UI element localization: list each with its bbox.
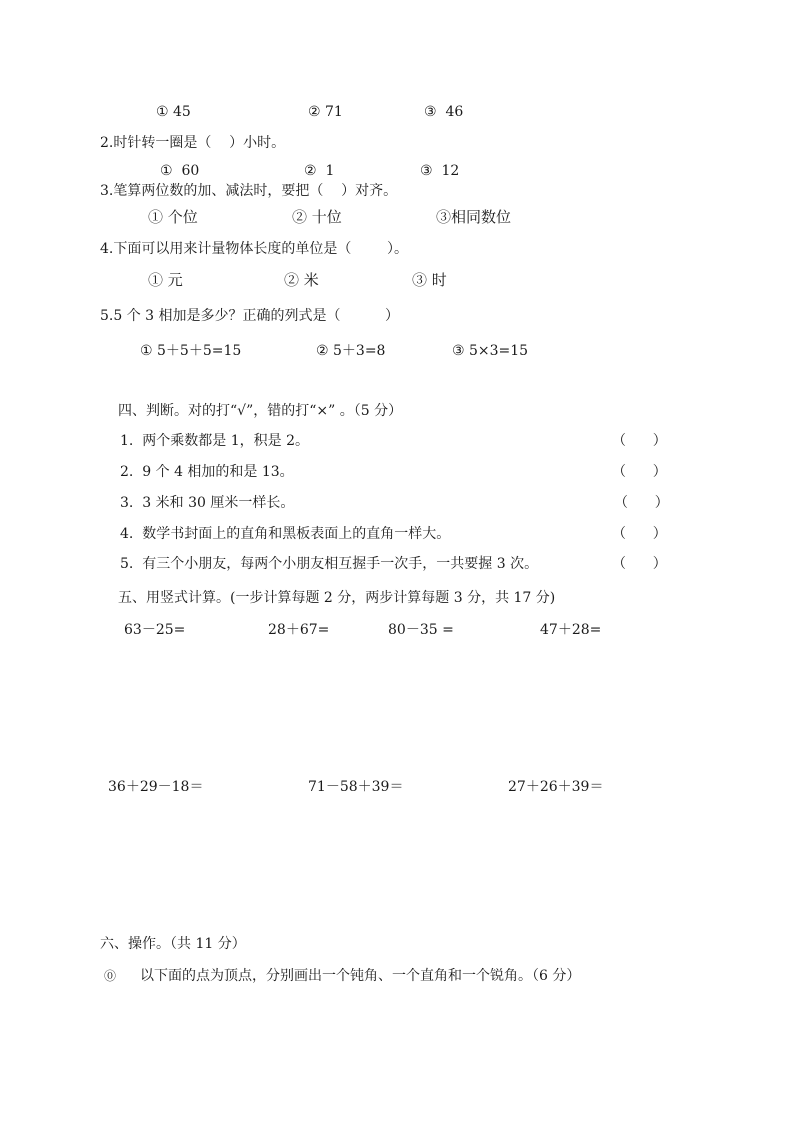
q2-option-1: ① 60 (160, 163, 200, 179)
calc-expr-3: 80－35 = (388, 622, 454, 638)
section6-item-1: 以下面的点为顶点，分别画出一个钝角、一个直角和一个锐角。（6 分） (140, 968, 581, 984)
q4-stem: 4.下面可以用来计量物体长度的单位是（ ）。 (100, 241, 408, 257)
q5-stem: 5.5 个 3 相加是多少？正确的列式是（ ） (100, 308, 400, 324)
q3-option-2: ② 十位 (292, 208, 342, 226)
judge-item-5: 5. 有三个小朋友，每两个小朋友相互握手一次手，一共要握 3 次。 (120, 556, 539, 572)
q1-option-2: ② 71 (308, 104, 343, 120)
judge-answer-box-5[interactable]: （ ） (612, 556, 667, 572)
calc-expr-6: 71－58＋39＝ (308, 779, 404, 795)
section5-title: 五、用竖式计算。(一步计算每题 2 分，两步计算每题 3 分，共 17 分) (118, 590, 556, 606)
q1-option-3: ③ 46 (424, 104, 464, 120)
q5-option-1: ① 5＋5＋5=15 (140, 343, 242, 359)
section4-title: 四、判断。对的打“√”，错的打“×” 。（5 分） (118, 403, 403, 419)
judge-answer-box-3[interactable]: （ ） (614, 495, 669, 511)
list-bullet-icon: ⓪ (104, 969, 117, 983)
q3-stem: 3.笔算两位数的加、减法时，要把（ ）对齐。 (100, 183, 398, 199)
judge-item-1: 1. 两个乘数都是 1，积是 2。 (120, 433, 309, 449)
calc-expr-5: 36＋29－18＝ (108, 779, 204, 795)
q5-option-3: ③ 5×3=15 (452, 343, 529, 359)
calc-expr-2: 28＋67= (268, 622, 330, 638)
judge-answer-box-4[interactable]: （ ） (612, 526, 667, 542)
calc-expr-1: 63－25= (124, 622, 186, 638)
q3-option-3: ③相同数位 (436, 208, 512, 226)
judge-item-3: 3. 3 米和 30 厘米一样长。 (120, 495, 295, 511)
calc-expr-4: 47＋28= (540, 622, 602, 638)
q5-option-2: ② 5＋3=8 (316, 343, 386, 359)
calc-expr-7: 27＋26＋39＝ (508, 779, 604, 795)
judge-item-4: 4. 数学书封面上的直角和黑板表面上的直角一样大。 (120, 526, 451, 542)
q2-option-3: ③ 12 (420, 163, 460, 179)
q1-option-1: ① 45 (156, 104, 191, 120)
q4-option-1: ① 元 (148, 271, 183, 289)
q2-option-2: ② 1 (304, 163, 335, 179)
q2-stem: 2.时针转一圈是（ ）小时。 (100, 135, 286, 151)
q4-option-3: ③ 时 (412, 271, 447, 289)
judge-item-2: 2. 9 个 4 相加的和是 13。 (120, 464, 294, 480)
q3-option-1: ① 个位 (148, 208, 198, 226)
section6-title: 六、操作。（共 11 分） (100, 936, 246, 952)
q4-option-2: ② 米 (284, 271, 319, 289)
judge-answer-box-2[interactable]: （ ） (612, 464, 667, 480)
judge-answer-box-1[interactable]: （ ） (612, 433, 667, 449)
